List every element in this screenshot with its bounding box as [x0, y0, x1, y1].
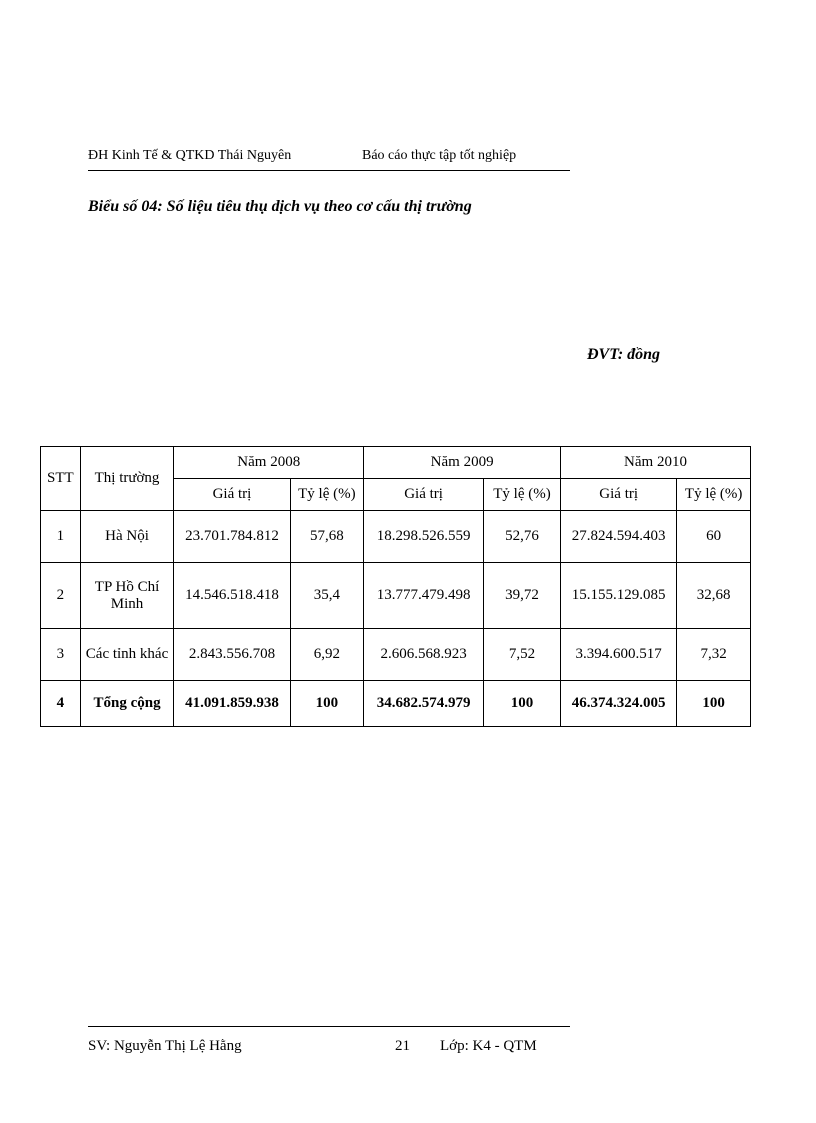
cell-stt: 1	[41, 511, 81, 563]
cell-market: Tổng cộng	[80, 681, 174, 727]
cell-ratio-2008: 6,92	[290, 629, 364, 681]
cell-value-2010: 15.155.129.085	[561, 563, 677, 629]
table-row	[41, 511, 751, 563]
cell-value-2010: 46.374.324.005	[561, 681, 677, 727]
sub-ratio-2009: Tỷ lệ (%)	[483, 479, 560, 511]
cell-ratio-2009: 100	[483, 681, 560, 727]
unit-label: ĐVT: đồng	[587, 346, 661, 363]
cell-ratio-2010: 60	[677, 511, 751, 563]
col-market-header: Thị trường	[80, 447, 174, 511]
cell-value-2009: 13.777.479.498	[364, 563, 484, 629]
cell-ratio-2008: 57,68	[290, 511, 364, 563]
year-2010-header: Năm 2010	[561, 447, 751, 479]
cell-market: Các tỉnh khác	[80, 629, 174, 681]
table-header-row	[41, 447, 751, 479]
cell-value-2009: 2.606.568.923	[364, 629, 484, 681]
cell-ratio-2008: 35,4	[290, 563, 364, 629]
cell-stt: 2	[41, 563, 81, 629]
footer-class: Lớp: K4 - QTM	[440, 1038, 537, 1054]
table-row	[41, 563, 751, 629]
cell-ratio-2010: 7,32	[677, 629, 751, 681]
page-header	[88, 146, 570, 171]
col-stt-header: STT	[41, 447, 81, 511]
cell-market: Hà Nội	[80, 511, 174, 563]
cell-value-2009: 18.298.526.559	[364, 511, 484, 563]
year-2008-header: Năm 2008	[174, 447, 364, 479]
sub-value-2008: Giá trị	[174, 479, 290, 511]
year-2009-header: Năm 2009	[364, 447, 561, 479]
footer-student: SV: Nguyễn Thị Lệ Hằng	[88, 1038, 242, 1054]
cell-ratio-2009: 7,52	[483, 629, 560, 681]
cell-ratio-2008: 100	[290, 681, 364, 727]
cell-ratio-2009: 39,72	[483, 563, 560, 629]
cell-stt: 4	[41, 681, 81, 727]
sub-value-2009: Giá trị	[364, 479, 484, 511]
cell-value-2010: 3.394.600.517	[561, 629, 677, 681]
cell-value-2010: 27.824.594.403	[561, 511, 677, 563]
table-total-row	[41, 681, 751, 727]
cell-stt: 3	[41, 629, 81, 681]
cell-ratio-2009: 52,76	[483, 511, 560, 563]
sub-ratio-2010: Tỷ lệ (%)	[677, 479, 751, 511]
cell-ratio-2010: 100	[677, 681, 751, 727]
cell-value-2009: 34.682.574.979	[364, 681, 484, 727]
cell-value-2008: 14.546.518.418	[174, 563, 290, 629]
cell-market: TP Hồ Chí Minh	[80, 563, 174, 629]
table-caption: Biểu số 04: Số liệu tiêu thụ dịch vụ theo cơ cấu thị trường	[88, 198, 472, 215]
sub-value-2010: Giá trị	[561, 479, 677, 511]
footer-page-number: 21	[395, 1038, 410, 1054]
cell-ratio-2010: 32,68	[677, 563, 751, 629]
cell-value-2008: 23.701.784.812	[174, 511, 290, 563]
cell-value-2008: 41.091.859.938	[174, 681, 290, 727]
footer-divider	[88, 1026, 570, 1027]
table-row	[41, 629, 751, 681]
sub-ratio-2008: Tỷ lệ (%)	[290, 479, 364, 511]
header-report-title: Báo cáo thực tập tốt nghiệp	[362, 148, 517, 163]
cell-value-2008: 2.843.556.708	[174, 629, 290, 681]
header-institution: ĐH Kinh Tế & QTKD Thái Nguyên	[88, 148, 292, 163]
market-consumption-table	[40, 446, 751, 727]
